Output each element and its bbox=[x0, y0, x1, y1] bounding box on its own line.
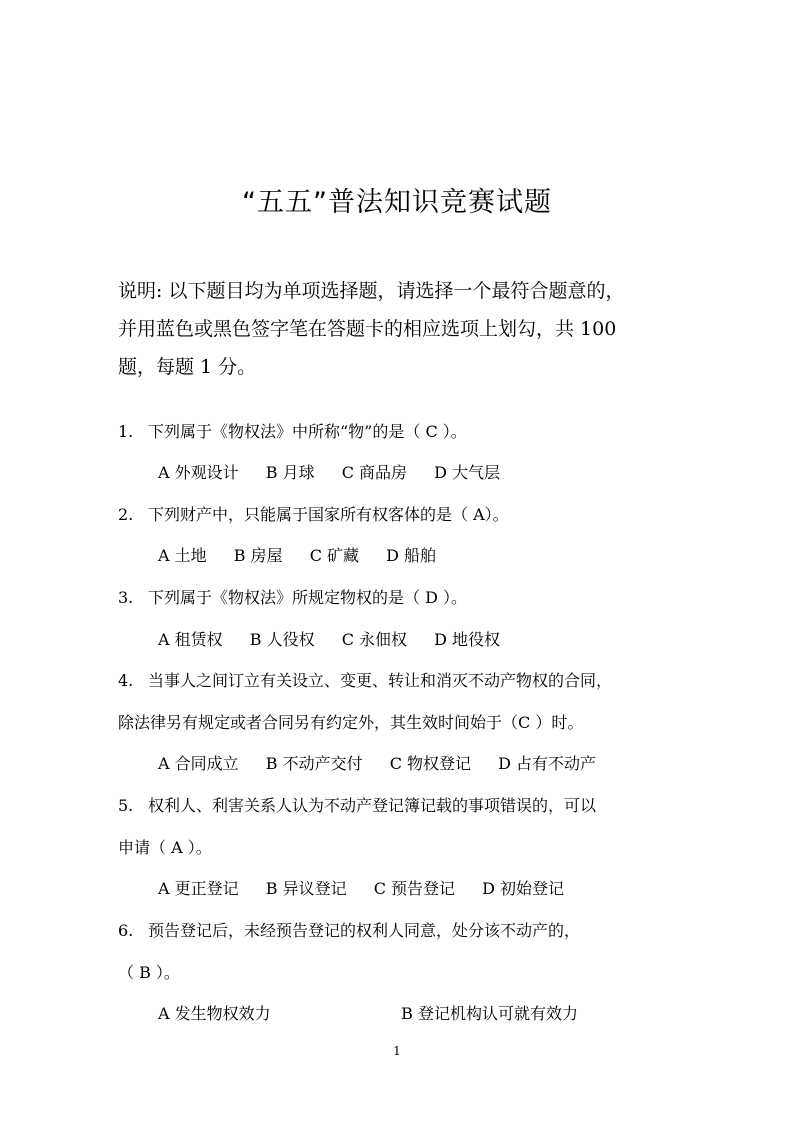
question-4-continued: 除法律另有规定或者合同另有约定外，其生效时间始于（C ）时。 bbox=[118, 713, 584, 732]
option: B 房屋 bbox=[233, 546, 283, 565]
page-title: “五五”普法知识竞赛试题 bbox=[242, 187, 552, 218]
question-5 bbox=[118, 793, 698, 816]
instructions-line: 并用蓝色或黑色签字笔在答题卡的相应选项上划勾，共 100 bbox=[118, 318, 617, 340]
option: A 更正登记 bbox=[158, 879, 239, 898]
option: B 登记机构认可就有效力 bbox=[401, 1004, 578, 1023]
question-6-options bbox=[158, 1001, 658, 1024]
question-2-options bbox=[158, 543, 458, 566]
question-text: 当事人之间订立有关设立、变更、转让和消灭不动产物权的合同， bbox=[148, 671, 613, 690]
question-5-continued: 申请（ A ）。 bbox=[118, 838, 212, 857]
option: C 物权登记 bbox=[389, 754, 472, 773]
option: C 矿藏 bbox=[309, 546, 360, 565]
option: A 土地 bbox=[158, 546, 207, 565]
question-text: 预告登记后，未经预告登记的权利人同意，处分该不动产的， bbox=[148, 921, 581, 940]
option: A 发生物权效力 bbox=[158, 1004, 271, 1023]
option: C 预告登记 bbox=[373, 879, 456, 898]
question-5-options bbox=[158, 876, 586, 899]
question-1-options bbox=[158, 460, 522, 483]
question-text: 下列财产中，只能属于国家所有权客体的是（ A）。 bbox=[148, 505, 509, 524]
option: B 不动产交付 bbox=[265, 754, 363, 773]
question-text: 权利人、利害关系人认为不动产登记簿记载的事项错误的，可以 bbox=[148, 796, 597, 815]
question-number: 2. bbox=[118, 505, 134, 524]
question-number: 1. bbox=[118, 422, 134, 441]
question-1 bbox=[118, 419, 698, 442]
question-3 bbox=[118, 585, 698, 608]
question-text: 下列属于《物权法》中所称“物”的是（ C ）。 bbox=[148, 422, 467, 441]
option: C 商品房 bbox=[341, 463, 408, 482]
instructions-line: 说明: 以下题目均为单项选择题，请选择一个最符合题意的， bbox=[118, 280, 625, 302]
question-4-options bbox=[158, 751, 618, 774]
option: A 合同成立 bbox=[158, 754, 239, 773]
option: D 大气层 bbox=[434, 463, 501, 482]
option: B 异议登记 bbox=[265, 879, 347, 898]
question-text: 下列属于《物权法》所规定物权的是（ D ）。 bbox=[148, 588, 468, 607]
question-6 bbox=[118, 918, 698, 941]
question-3-options bbox=[158, 627, 522, 650]
option: B 月球 bbox=[265, 463, 315, 482]
option: D 地役权 bbox=[434, 630, 501, 649]
question-number: 5. bbox=[118, 796, 134, 815]
question-number: 6. bbox=[118, 921, 134, 940]
question-4 bbox=[118, 668, 698, 691]
option: A 外观设计 bbox=[158, 463, 239, 482]
question-2 bbox=[118, 502, 698, 525]
option: D 占有不动产 bbox=[498, 754, 597, 773]
option: B 人役权 bbox=[249, 630, 315, 649]
instructions-line: 题，每题 1 分。 bbox=[118, 356, 257, 378]
question-number: 4. bbox=[118, 671, 134, 690]
page-number: 1 bbox=[393, 1044, 401, 1058]
instructions bbox=[118, 272, 678, 386]
question-6-continued: （ B ）。 bbox=[118, 963, 180, 982]
option: D 初始登记 bbox=[482, 879, 565, 898]
option: C 永佃权 bbox=[341, 630, 408, 649]
option: D 船舶 bbox=[386, 546, 437, 565]
option: A 租赁权 bbox=[158, 630, 223, 649]
question-number: 3. bbox=[118, 588, 134, 607]
